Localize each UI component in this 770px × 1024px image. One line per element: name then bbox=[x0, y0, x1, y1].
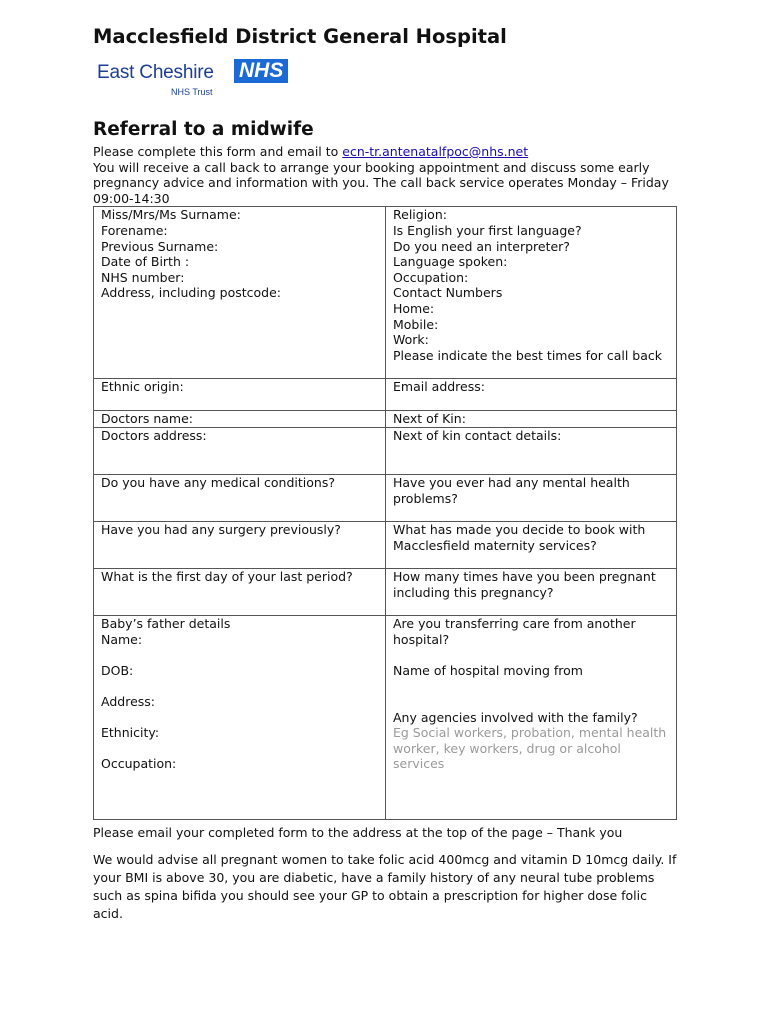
dob-label: Date of Birth : bbox=[101, 254, 190, 270]
forename-label: Forename: bbox=[101, 222, 168, 238]
agencies-hint: Eg Social workers, probation, mental health worker, key workers, drug or alcohol services bbox=[393, 725, 667, 772]
work-phone-label: Work: bbox=[393, 332, 429, 348]
referral-form-table bbox=[93, 206, 677, 820]
doctors-name-cell[interactable] bbox=[94, 411, 386, 428]
email-link[interactable]: ecn-tr.antenatalfpoc@nhs.net bbox=[342, 144, 529, 159]
ethnic-origin-label: Ethnic origin: bbox=[101, 379, 184, 395]
last-period-cell[interactable] bbox=[94, 568, 386, 615]
father-ethnicity-label: Ethnicity: bbox=[101, 725, 160, 741]
table-row bbox=[94, 207, 677, 379]
doctors-address-cell[interactable] bbox=[94, 427, 386, 474]
babys-father-title: Baby’s father details bbox=[101, 615, 231, 631]
last-period-label: What is the first day of your last period? bbox=[101, 568, 353, 584]
intro-line2: You will receive a call back to arrange your booking appointment and discuss some early pregnancy advice and information with you. The call back service operates Monday – Friday 09:00-14:30 bbox=[93, 159, 669, 206]
home-phone-label: Home: bbox=[393, 300, 435, 316]
table-row bbox=[94, 379, 677, 411]
father-occupation-label: Occupation: bbox=[101, 756, 177, 772]
table-row bbox=[94, 427, 677, 474]
medical-conditions-cell[interactable] bbox=[94, 474, 386, 521]
previous-surname-label: Previous Surname: bbox=[101, 238, 219, 254]
table-row bbox=[94, 521, 677, 568]
doctors-name-label: Doctors name: bbox=[101, 411, 193, 427]
table-row bbox=[94, 615, 677, 819]
email-address-label: Email address: bbox=[393, 379, 485, 395]
book-reason-cell[interactable] bbox=[386, 521, 677, 568]
nhs-number-label: NHS number: bbox=[101, 269, 185, 285]
footer-instruction: Please email your completed form to the address at the top of the page – Thank you bbox=[93, 824, 623, 840]
occupation-label: Occupation: bbox=[393, 269, 469, 285]
nhs-logo-badge: NHS bbox=[234, 59, 288, 83]
father-dob-label: DOB: bbox=[101, 662, 134, 678]
doctors-address-label: Doctors address: bbox=[101, 427, 207, 443]
logo-nhs-trust: NHS Trust bbox=[171, 87, 213, 97]
transfer-care-label: Are you transferring care from another hospital? bbox=[393, 615, 636, 647]
surname-label: Miss/Mrs/Ms Surname: bbox=[101, 207, 241, 223]
previous-hospital-label: Name of hospital moving from bbox=[393, 662, 583, 678]
best-call-times-label: Please indicate the best times for call back bbox=[393, 347, 662, 363]
address-label: Address, including postcode: bbox=[101, 285, 281, 301]
english-first-language-label: Is English your first language? bbox=[393, 222, 582, 238]
religion-label: Religion: bbox=[393, 207, 447, 223]
document-page bbox=[93, 24, 678, 923]
surgery-label: Have you had any surgery previously? bbox=[101, 521, 341, 537]
personal-details-cell[interactable] bbox=[94, 207, 386, 379]
next-of-kin-label: Next of Kin: bbox=[393, 411, 466, 427]
transfer-care-cell[interactable] bbox=[386, 615, 677, 819]
father-address-label: Address: bbox=[101, 693, 155, 709]
language-spoken-label: Language spoken: bbox=[393, 254, 508, 270]
next-of-kin-cell[interactable] bbox=[386, 411, 677, 428]
book-reason-label: What has made you decide to book with Macclesfield maternity services? bbox=[393, 521, 646, 553]
next-of-kin-contact-label: Next of kin contact details: bbox=[393, 427, 562, 443]
hospital-name: Macclesfield District General Hospital bbox=[93, 25, 507, 48]
mobile-phone-label: Mobile: bbox=[393, 316, 439, 332]
contact-numbers-label: Contact Numbers bbox=[393, 285, 503, 301]
medical-conditions-label: Do you have any medical conditions? bbox=[101, 474, 335, 490]
next-of-kin-contact-cell[interactable] bbox=[386, 427, 677, 474]
email-address-cell[interactable] bbox=[386, 379, 677, 411]
pregnancy-count-label: How many times have you been pregnant including this pregnancy? bbox=[393, 568, 656, 600]
logo-trust-name: East Cheshire bbox=[97, 62, 214, 83]
mental-health-label: Have you ever had any mental health problems? bbox=[393, 474, 630, 506]
intro-text bbox=[93, 144, 678, 206]
table-row bbox=[94, 568, 677, 615]
mental-health-cell[interactable] bbox=[386, 474, 677, 521]
ethnic-origin-cell[interactable] bbox=[94, 379, 386, 411]
folic-acid-advice: We would advise all pregnant women to take folic acid 400mcg and vitamin D 10mcg daily. If your BMI is above 30, you are diabetic, have a family history of any neural tube problems such as spina bifida you should see your GP to obtain a prescription for higher dose folic acid. bbox=[93, 851, 677, 921]
table-row bbox=[94, 411, 677, 428]
father-name-label: Name: bbox=[101, 631, 143, 647]
contact-details-cell[interactable] bbox=[386, 207, 677, 379]
trust-logo bbox=[93, 56, 678, 104]
form-title: Referral to a midwife bbox=[93, 119, 314, 140]
table-row bbox=[94, 474, 677, 521]
pregnancy-count-cell[interactable] bbox=[386, 568, 677, 615]
babys-father-cell[interactable] bbox=[94, 615, 386, 819]
agencies-label: Any agencies involved with the family? bbox=[393, 709, 638, 725]
surgery-cell[interactable] bbox=[94, 521, 386, 568]
intro-line1: Please complete this form and email to bbox=[93, 144, 343, 159]
interpreter-label: Do you need an interpreter? bbox=[393, 238, 570, 254]
